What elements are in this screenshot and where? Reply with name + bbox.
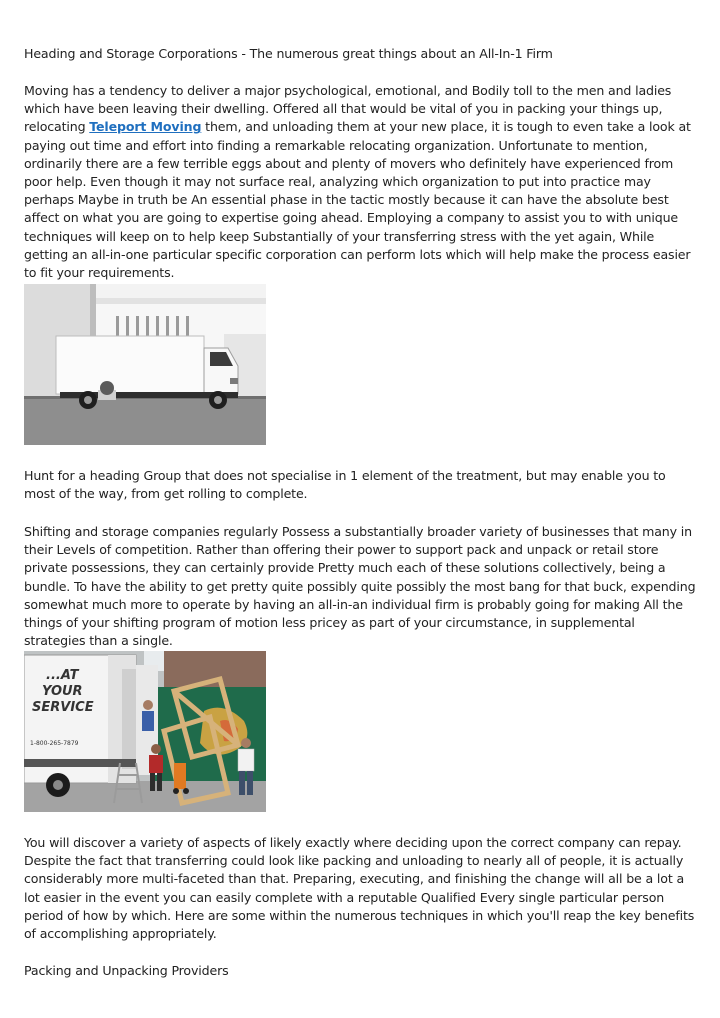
paragraph-4: You will discover a variety of aspects of likely exactly where deciding upon the correct company can repay. Despite the fact that transferring could look like packing and unloading to nearly all of people, it is actually considerably more multi-faceted than that. Preparing, executing, and finishing the change will all be a lot a lot easier in the event you can easily complete with a reputable Qualified Every single particular person period of how by which. Here are some within the numerous techniques in which you'll reap the key benefits of accomplishing appropriately. [24,835,695,942]
truck-sign-line-3: SERVICE [32,700,94,715]
moving-truck-illustration [24,284,266,445]
paragraph-1 [24,82,696,282]
paragraph-3: Shifting and storage companies regularly Possess a substantially broader variety of businesses that many in their Levels of competition. Rather than offering their power to support pack and unpack or retail store private possessions, they can certainly provide Pretty much each of these solutions collectively, being a bundle. To have the ability to get pretty quite possibly quite possibly the most bang for that buck, expending somewhat much more to operate by having an all-in-an individual firm is probably going for making All the things of your shifting program of motion less pricey as part of your circumstance, in supplemental strategies than a single. [24,524,696,649]
moving-truck-photo [24,284,266,445]
movers-illustration [24,651,266,812]
truck-sign-phone: 1-800-265-7879 [30,740,79,747]
paragraph-1-text-b: them, and unloading them at your new place, it is tough to even take a look at paying out time and effort into finding a remarkable relocating organization. Unfortunate to mention, ordinarily there are a few terrible eggs about and plenty of movers who definitely have experienced from poor help. Even though it may not surface real, analyzing which organization to put into practice may perhaps Maybe in truth be An essential phase in the tactic mostly because it can have the absolute best affect on what you are going to expertise going ahead. Employing a company to assist you to with unique techniques will keep on to help keep Substantially of your transferring stress with the yet again, While getting an all-in-one particular specific corporation can perform lots which will help make the process easier to fit your requirements. [24,119,691,281]
truck-sign-line-1: ...AT [46,668,79,683]
paragraph-2: Hunt for a heading Group that does not specialise in 1 element of the treatment, but may enable you to most of the way, from get rolling to complete. [24,468,666,502]
paragraph-5: Packing and Unpacking Providers [24,963,229,978]
truck-sign-line-2: YOUR [42,684,83,699]
movers-crate-photo [24,651,266,812]
teleport-moving-link[interactable]: Teleport Moving [89,119,202,135]
paragraph-1-text-a: Moving has a tendency to deliver a major psychological, emotional, and Bodily toll to the men and ladies which have been leaving their dwelling. Offered all that would be vital of you in packing your things up, relocating [24,83,672,135]
article-heading: Heading and Storage Corporations - The numerous great things about an All-In-1 Firm [24,46,553,61]
